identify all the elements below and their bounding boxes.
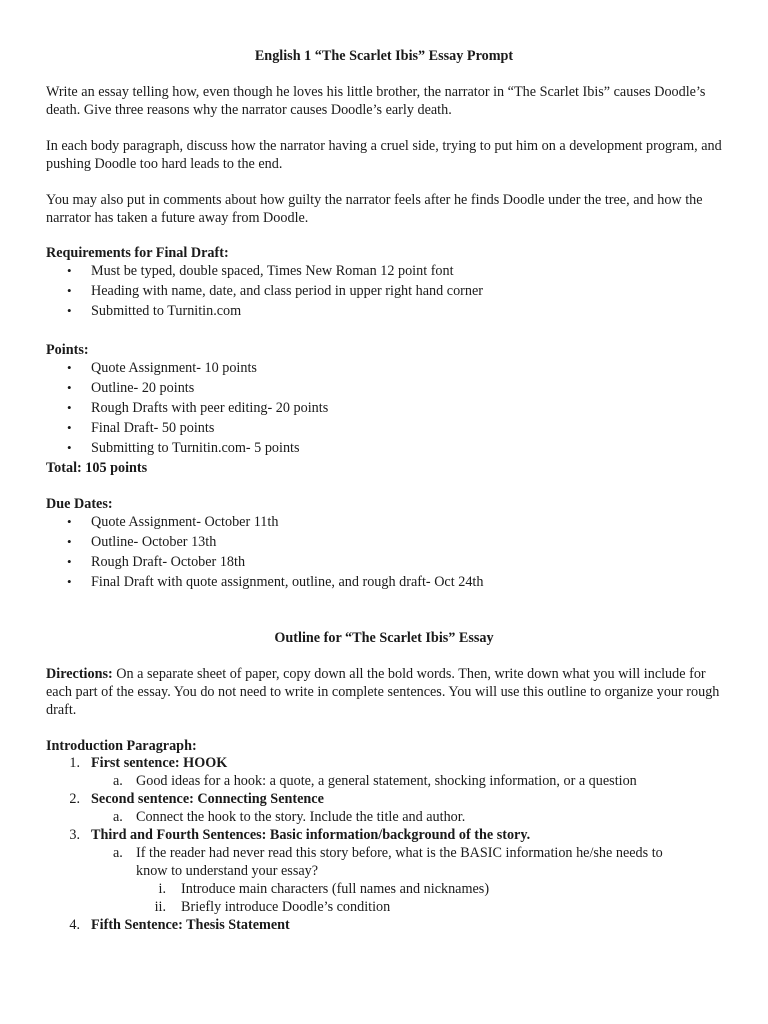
- directions-label: Directions:: [46, 666, 113, 682]
- outline-title: Outline for “The Scarlet Ibis” Essay: [274, 630, 494, 646]
- prompt-paragraph-2: In each body paragraph, discuss how the narrator having a cruel side, trying to put him on a development program, and pushing Doodle too hard leads to the end.: [46, 138, 722, 172]
- outline-directions: [46, 665, 726, 719]
- points-total: Total: 105 points: [46, 460, 148, 476]
- due-dates-heading: Due Dates:: [46, 496, 113, 512]
- requirements-heading: Requirements for Final Draft:: [46, 245, 229, 261]
- prompt-title: English 1 “The Scarlet Ibis” Essay Prompt: [254, 48, 514, 64]
- outline-subitem: Connect the hook to the story. Include the title and author.: [136, 809, 466, 825]
- item-number: 4.: [69, 917, 80, 933]
- outline-item-hook: First sentence: HOOK: [91, 755, 228, 771]
- sub-item-mark: a.: [113, 773, 123, 789]
- list-item: • Final Draft with quote assignment, outline, and rough draft- Oct 24th: [46, 572, 483, 592]
- roman-mark: ii.: [154, 899, 166, 915]
- outline-subsubitem: Briefly introduce Doodle’s condition: [181, 899, 391, 915]
- due-dates-list: [46, 512, 483, 592]
- prompt-paragraph-3: You may also put in comments about how guilty the narrator feels after he finds Doodle under the tree, and how the narrator has taken a future away from Doodle.: [46, 192, 703, 226]
- list-item: • Final Draft- 50 points: [46, 418, 328, 438]
- outline-subsubitem: Introduce main characters (full names and nicknames): [181, 881, 490, 897]
- list-item: • Must be typed, double spaced, Times New Roman 12 point font: [46, 261, 483, 281]
- item-number: 3.: [69, 827, 80, 843]
- outline-item-connecting: Second sentence: Connecting Sentence: [91, 791, 324, 807]
- item-number: 1.: [69, 755, 80, 771]
- roman-mark: i.: [158, 881, 166, 897]
- prompt-paragraph-1: Write an essay telling how, even though he loves his little brother, the narrator in “The Scarlet Ibis” causes Doodle’s death. Give three reasons why the narrator causes Doodle’s early death.: [46, 84, 706, 118]
- list-item: • Rough Drafts with peer editing- 20 points: [46, 398, 328, 418]
- points-list: [46, 358, 328, 458]
- outline-subitem-continued: know to understand your essay?: [136, 863, 319, 879]
- list-item: • Quote Assignment- 10 points: [46, 358, 328, 378]
- intro-heading: Introduction Paragraph:: [46, 738, 197, 754]
- outline-item-thesis: Fifth Sentence: Thesis Statement: [91, 917, 290, 933]
- sub-item-mark: a.: [113, 809, 123, 825]
- list-item: • Outline- 20 points: [46, 378, 328, 398]
- directions-text: On a separate sheet of paper, copy down all the bold words. Then, write down what you will include for each part of the essay. You do not need to write in complete sentences. You will use this outline to organize your rough draft.: [46, 666, 720, 718]
- requirements-list: [46, 261, 483, 321]
- outline-subitem: If the reader had never read this story before, what is the BASIC information he/she needs to: [136, 845, 663, 861]
- list-item: • Rough Draft- October 18th: [46, 552, 483, 572]
- list-item: • Heading with name, date, and class period in upper right hand corner: [46, 281, 483, 301]
- points-heading: Points:: [46, 342, 89, 358]
- outline-item-background: Third and Fourth Sentences: Basic information/background of the story.: [91, 827, 531, 843]
- item-number: 2.: [69, 791, 80, 807]
- list-item: • Submitted to Turnitin.com: [46, 301, 483, 321]
- outline-subitem: Good ideas for a hook: a quote, a general statement, shocking information, or a question: [136, 773, 637, 789]
- list-item: • Outline- October 13th: [46, 532, 483, 552]
- sub-item-mark: a.: [113, 845, 123, 861]
- list-item: • Submitting to Turnitin.com- 5 points: [46, 438, 328, 458]
- list-item: • Quote Assignment- October 11th: [46, 512, 483, 532]
